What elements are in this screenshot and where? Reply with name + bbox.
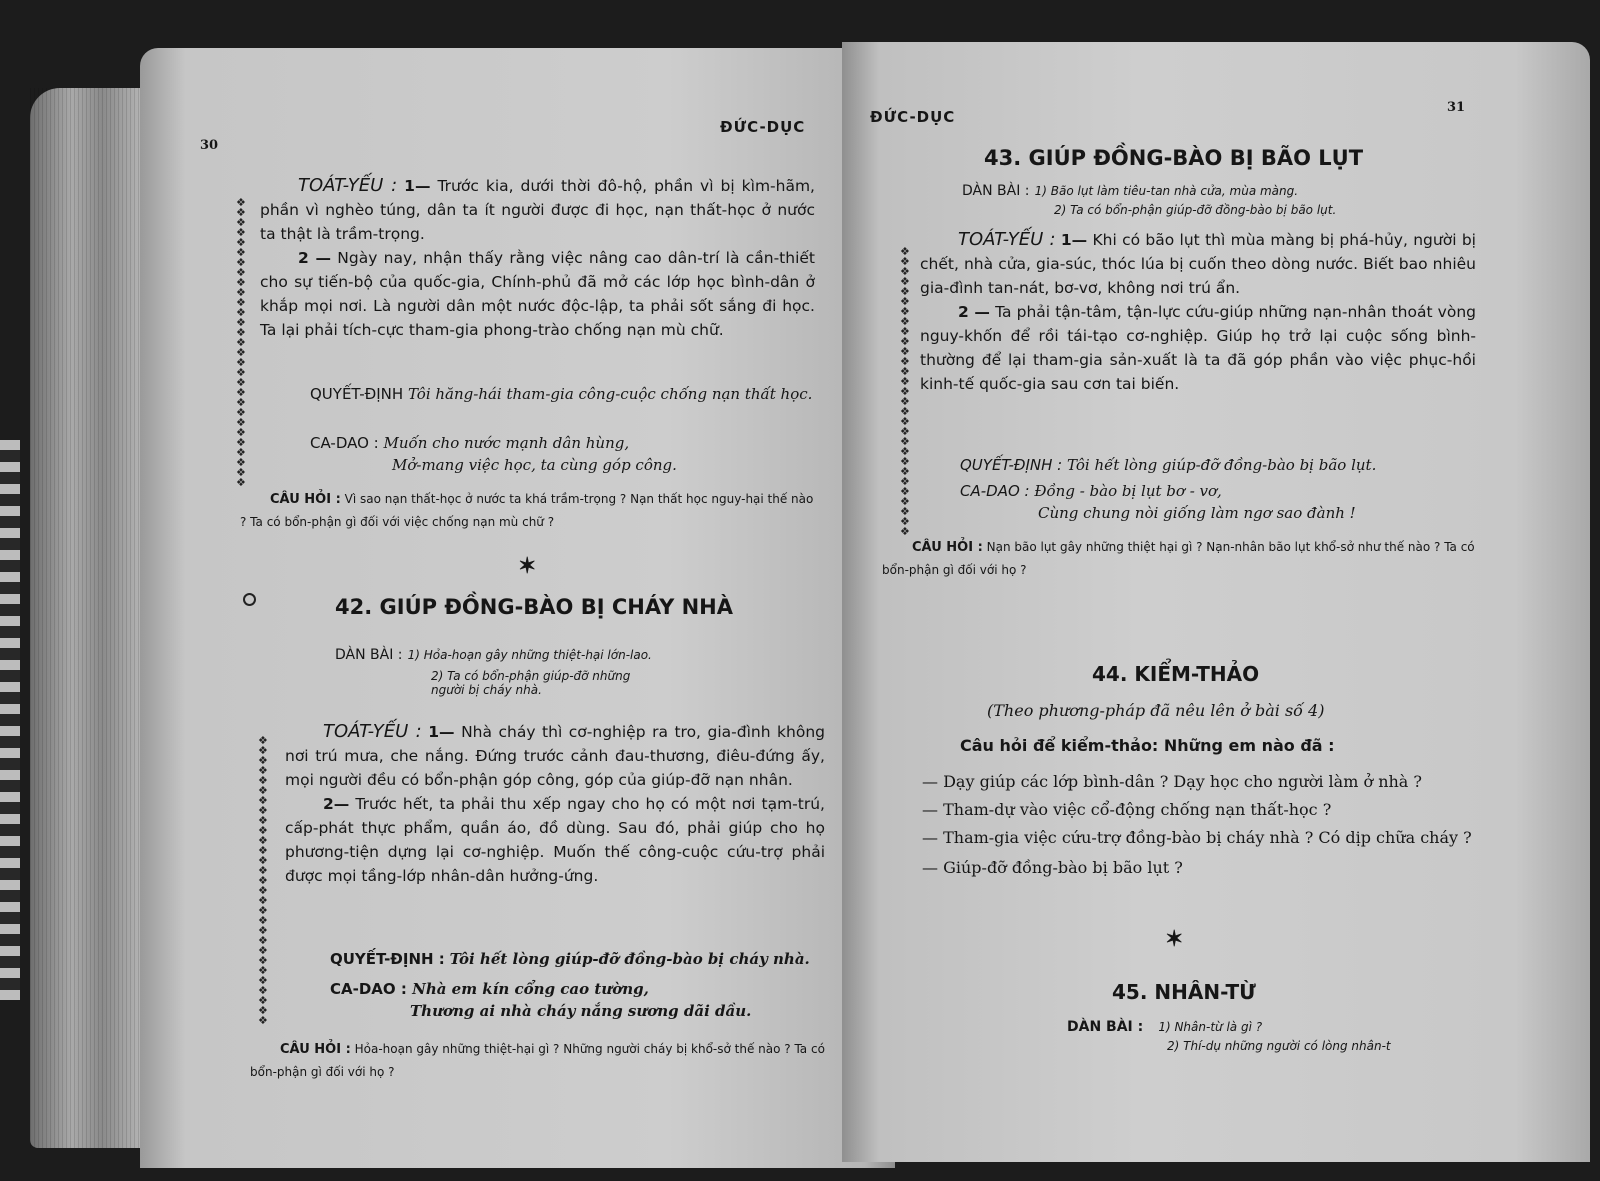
section-divider-star: ✶ <box>518 553 537 579</box>
decision-text: Tôi hết lòng giúp-đỡ đồng-bào bị cháy nhà. <box>449 950 810 968</box>
lesson-43-folk-verse <box>960 480 1480 524</box>
outline-item-2: 2) Ta có bổn-phận giúp-đỡ những người bị cháy nhà. <box>431 669 631 697</box>
lesson-41-question <box>240 488 820 533</box>
summary-paragraph-2: Ngày nay, nhận thấy rằng việc nâng cao dân-trí là cần-thiết cho sự tiến-bộ của quốc-gia, Chính-phủ đã mở các lớp học bình-dân ở khắp mọi nơi. Là người dân một nước độc-lập, ta phải sốt sắng đi học. Ta lại phải tích-cực tham-gia phong-trào chống nạn mù chữ. <box>260 249 815 339</box>
cadao-label: CA-DAO : <box>310 434 379 452</box>
lesson-42-title: 42. GIÚP ĐỒNG-BÀO BỊ CHÁY NHÀ <box>335 595 733 619</box>
outline-item-1: 1) Hỏa-hoạn gây những thiệt-hại lớn-lao. <box>407 648 652 662</box>
summary-label: TOÁT-YẾU : <box>958 229 1056 250</box>
right-page <box>842 42 1590 1162</box>
paragraph-number: 2— <box>323 795 350 813</box>
summary-paragraph-2: Ta phải tận-tâm, tận-lực cứu-giúp những nạn-nhân thoát vòng nguy-khốn để rồi tái-tạo cơ-nghiệp. Giúp họ trở lại cuộc sống bình-thường để lại tham-gia sản-xuất là ta đã góp phần vào việc phục-hồi kinh-tế quốc-gia sau cơn tai biến. <box>920 303 1477 393</box>
decorative-border-ornament: ❖ ❖ ❖ ❖ ❖ ❖ ❖ ❖ ❖ ❖ ❖ ❖ ❖ ❖ ❖ ❖ ❖ ❖ ❖ ❖ ❖ ❖ ❖ ❖ ❖ ❖ ❖ ❖ ❖ <box>236 198 246 488</box>
summary-label: TOÁT-YẾU : <box>298 175 398 196</box>
paragraph-number: 1— <box>1060 231 1088 249</box>
cadao-label: CA-DAO : <box>960 482 1030 500</box>
lesson-43-decision <box>960 454 1480 476</box>
lesson-42-folk-verse <box>330 978 840 1022</box>
question-text: Nạn bão lụt gây những thiệt hại gì ? Nạn-nhân bão lụt khổ-sở như thế nào ? Ta có bổn-phận gì đối với họ ? <box>882 540 1475 577</box>
question-label: CÂU HỎI : <box>912 540 983 555</box>
lesson-41-decision <box>310 383 820 405</box>
lesson-44-checklist <box>922 770 1482 880</box>
outline-item-2: 2) Thí-dụ những người có lòng nhân-t <box>1167 1039 1391 1053</box>
question-label: CÂU HỎI : <box>280 1042 351 1057</box>
cadao-line-2: Cùng chung nòi giống làm ngơ sao đành ! <box>1038 504 1356 522</box>
lesson-42-question <box>250 1038 840 1083</box>
outline-item-2: 2) Ta có bổn-phận giúp-đỡ đồng-bào bị bão lụt. <box>1054 203 1337 217</box>
cadao-label: CA-DAO : <box>330 980 407 998</box>
outline-item-1: 1) Bão lụt làm tiêu-tan nhà cửa, mùa màng. <box>1034 184 1299 198</box>
outline-label: DÀN BÀI : <box>1067 1019 1144 1035</box>
cadao-line-1: Nhà em kín cổng cao tường, <box>412 980 649 998</box>
lesson-45-outline <box>1067 1016 1467 1053</box>
cadao-line-1: Đồng - bào bị lụt bơ - vơ, <box>1034 482 1222 500</box>
page-stack-edge <box>30 88 150 1148</box>
decision-text: Tôi hết lòng giúp-đỡ đồng-bào bị bão lụt. <box>1067 456 1377 474</box>
paragraph-number: 1— <box>404 177 431 195</box>
list-item: — Dạy giúp các lớp bình-dân ? Dạy học cho người làm ở nhà ? <box>922 772 1422 791</box>
decision-label: QUYẾT-ĐỊNH : <box>330 950 445 968</box>
decision-label: QUYẾT-ĐỊNH <box>310 385 404 403</box>
lesson-43-question <box>882 536 1482 581</box>
question-text: Vì sao nạn thất-học ở nước ta khá trầm-trọng ? Nạn thất học nguy-hại thế nào ? Ta có bổn-phận gì đối với việc chống nạn mù chữ ? <box>240 492 814 529</box>
prompt-text: Câu hỏi để kiểm-thảo: Những em nào đã : <box>960 736 1335 755</box>
summary-label: TOÁT-YẾU : <box>323 721 422 742</box>
outline-item-1: 1) Nhân-từ là gì ? <box>1158 1020 1263 1034</box>
lesson-44-subtitle: (Theo phương-pháp đã nêu lên ở bài số 4) <box>987 701 1325 720</box>
lesson-45-title: 45. NHÂN-TỪ <box>1112 980 1256 1004</box>
page-hole-mark <box>243 593 256 606</box>
lesson-43-summary <box>920 228 1476 396</box>
lesson-42-summary <box>285 720 825 888</box>
paragraph-number: 2 — <box>958 303 990 321</box>
list-item: — Tham-dự vào việc cổ-động chống nạn thất-học ? <box>922 800 1332 819</box>
decision-text: Tôi hăng-hái tham-gia công-cuộc chống nạn thất học. <box>407 385 813 403</box>
list-item: — Giúp-đỡ đồng-bào bị bão lụt ? <box>922 858 1183 877</box>
open-book <box>30 48 1590 1181</box>
lesson-44-prompt <box>960 736 1335 755</box>
lesson-43-title: 43. GIÚP ĐỒNG-BÀO BỊ BÃO LỤT <box>984 146 1364 170</box>
left-page <box>140 48 895 1168</box>
scanner-edge-stripes <box>0 440 20 1000</box>
question-label: CÂU HỎI : <box>270 492 341 507</box>
summary-paragraph-1: Trước kia, dưới thời đô-hộ, phần vì bị kìm-hãm, phần vì nghèo túng, dân ta ít người được đi học, nạn thất-học ở nước ta thật là trầm-trọng. <box>260 177 815 243</box>
question-text: Hỏa-hoạn gây những thiệt-hại gì ? Những người cháy bị khổ-sở thế nào ? Ta có bổn-phận gì đối với họ ? <box>250 1042 825 1079</box>
page-number-right: 31 <box>1447 100 1466 115</box>
cadao-line-1: Muốn cho nước mạnh dân hùng, <box>383 434 630 452</box>
running-head-right: ĐỨC-DỤC <box>870 108 956 126</box>
cadao-line-2: Mở-mang việc học, ta cùng góp công. <box>392 456 677 474</box>
running-head-left: ĐỨC-DỤC <box>720 118 806 136</box>
decision-label: QUYẾT-ĐỊNH : <box>960 456 1063 474</box>
page-number-left: 30 <box>200 138 219 153</box>
paragraph-number: 2 — <box>298 249 332 267</box>
lesson-43-outline <box>962 180 1462 217</box>
lesson-41-summary <box>260 174 815 342</box>
summary-paragraph-2: Trước hết, ta phải thu xếp ngay cho họ có một nơi tạm-trú, cấp-phát thực phẩm, quần áo, đồ dùng. Sau đó, phải giúp cho họ phương-tiện dựng lại cơ-nghiệp. Muốn thế công-cuộc cứu-trợ phải được mọi tầng-lớp nhân-dân hưởng-ứng. <box>285 795 825 885</box>
list-item: — Tham-gia việc cứu-trợ đồng-bào bị cháy nhà ? Có dịp chữa cháy ? <box>922 828 1472 847</box>
decorative-border-ornament: ❖ ❖ ❖ ❖ ❖ ❖ ❖ ❖ ❖ ❖ ❖ ❖ ❖ ❖ ❖ ❖ ❖ ❖ ❖ ❖ ❖ ❖ ❖ ❖ ❖ ❖ ❖ ❖ ❖ <box>258 736 268 1026</box>
section-divider-star: ✶ <box>1165 926 1184 952</box>
lesson-42-decision <box>330 948 840 970</box>
lesson-44-title: 44. KIỂM-THẢO <box>1092 662 1260 686</box>
paragraph-number: 1— <box>428 723 455 741</box>
summary-paragraph-1: Khi có bão lụt thì mùa màng bị phá-hủy, người bị chết, nhà cửa, gia-súc, thóc lúa bị cuốn theo dòng nước. Biết bao nhiêu gia-đình tan-nát, bơ-vơ, không nơi trú ẩn. <box>920 231 1476 297</box>
outline-label: DÀN BÀI : <box>335 647 403 663</box>
decorative-border-ornament: ❖ ❖ ❖ ❖ ❖ ❖ ❖ ❖ ❖ ❖ ❖ ❖ ❖ ❖ ❖ ❖ ❖ ❖ ❖ ❖ ❖ ❖ ❖ ❖ ❖ ❖ ❖ ❖ ❖ <box>900 247 910 537</box>
lesson-41-folk-verse <box>310 432 820 476</box>
summary-paragraph-1: Nhà cháy thì cơ-nghiệp ra tro, gia-đình không nơi trú mưa, che nắng. Đứng trước cảnh đau-thương, điêu-đứng ấy, mọi người đều có bổn-phận góp công, góp của giúp-đỡ nạn nhân. <box>285 723 825 789</box>
cadao-line-2: Thương ai nhà cháy nắng sương dãi dầu. <box>410 1002 752 1020</box>
outline-label: DÀN BÀI : <box>962 183 1030 199</box>
lesson-42-outline <box>335 644 805 697</box>
